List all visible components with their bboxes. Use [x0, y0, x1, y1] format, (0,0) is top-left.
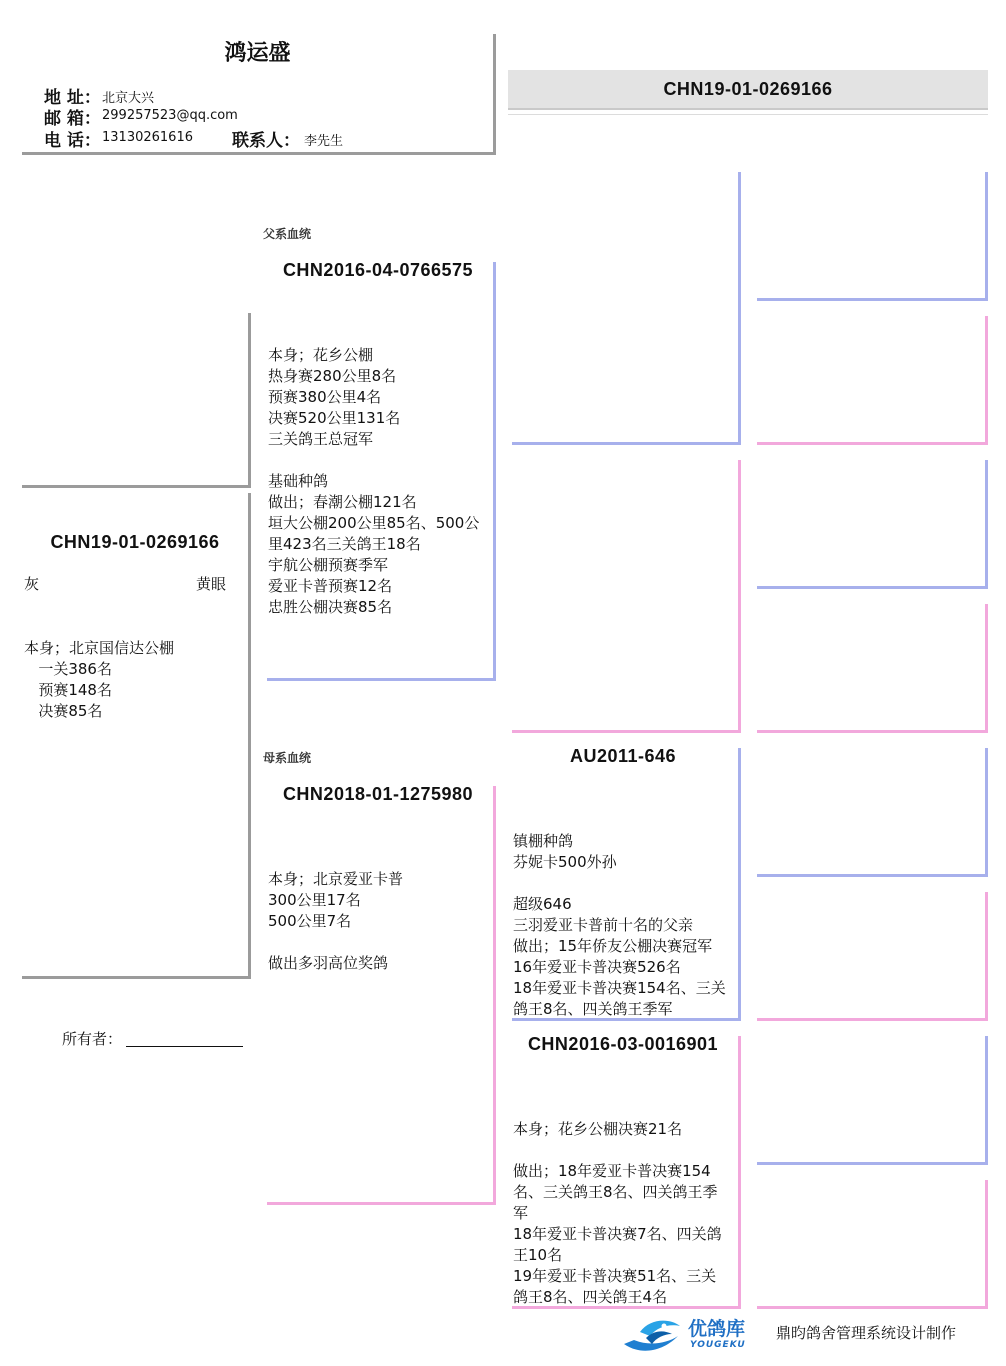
email-label: 邮 箱： — [44, 109, 101, 129]
address-label: 地 址： — [44, 88, 101, 108]
subject-eye: 黄眼 — [196, 575, 227, 593]
gen3-bracket-6 — [757, 892, 988, 1021]
logo-text: 优鸽库 — [688, 1318, 746, 1340]
dam-section-label: 母系血统 — [263, 751, 312, 765]
subject-color: 灰 — [24, 575, 40, 593]
sire-section-label: 父系血统 — [263, 227, 312, 241]
gen3-bracket-4 — [757, 604, 988, 733]
dam-sire-notes: 镇棚种鸽 芬妮卡500外孙 超级646 三羽爱亚卡普前十名的父亲 做出；15年侨友公棚决赛冠军 16年爱亚卡普决赛526名 18年爱亚卡普决赛154名、三关 鸽王8名、四关鸽王季军 — [513, 832, 726, 1018]
phone-value: 13130261616 — [102, 130, 193, 145]
gen3-bracket-2 — [757, 316, 988, 445]
email-value: 299257523@qq.com — [102, 108, 238, 123]
youge-logo — [620, 1312, 760, 1360]
top-banner-rule — [508, 114, 988, 115]
dam-notes: 本身；北京爱亚卡普 300公里17名 500公里7名 做出多羽高位奖鸽 — [268, 870, 404, 972]
subject-upper-bracket — [22, 313, 251, 488]
sire-notes: 本身；花乡公棚 热身赛280公里8名 预赛380公里4名 决赛520公里131名 三关鸽王总冠军 基础种鸽 做出；春潮公棚121名 垣大公棚200公里85名、500公 里423名三关鸽王18名 宇航公棚预赛季军 爱亚卡普预赛12名 忠胜公棚决赛85名 — [268, 346, 480, 616]
owner-field[interactable] — [126, 1030, 243, 1047]
footer-credit: 鼎昀鸽舍管理系统设计制作 — [776, 1324, 957, 1342]
contact-value: 李先生 — [304, 134, 344, 149]
dam-dam-ring-number: CHN2016-03-0016901 — [527, 1034, 719, 1054]
gen3-bracket-1 — [757, 172, 988, 301]
dam-bracket — [267, 786, 496, 1205]
bird-wave-logo-icon — [620, 1314, 684, 1358]
subject-lower-bracket — [22, 493, 251, 979]
logo-subtext: YOUGEKU — [690, 1340, 746, 1350]
sire-dam-bracket — [512, 460, 741, 733]
owner-label: 所有者： — [62, 1030, 123, 1048]
top-ring-number: CHN19-01-0269166 — [663, 79, 833, 99]
dam-ring-number: CHN2018-01-1275980 — [282, 784, 474, 804]
contact-label: 联系人： — [232, 131, 300, 151]
sire-ring-number: CHN2016-04-0766575 — [282, 260, 474, 280]
gen3-bracket-8 — [757, 1180, 988, 1309]
dam-dam-notes: 本身；花乡公棚决赛21名 做出；18年爱亚卡普决赛154 名、三关鸽王8名、四关鸽王季 军 18年爱亚卡普决赛7名、四关鸽 王10名 19年爱亚卡普决赛51名、三关 鸽王8名、四关鸽王4名 — [513, 1120, 722, 1306]
address-value: 北京大兴 — [102, 91, 155, 106]
loft-name: 鸿运盛 — [224, 41, 291, 66]
subject-notes: 本身；北京国信达公棚 一关386名 预赛148名 决赛85名 — [24, 639, 175, 720]
subject-ring-number: CHN19-01-0269166 — [50, 532, 220, 552]
phone-label: 电 话： — [44, 131, 101, 151]
sire-sire-bracket — [512, 172, 741, 445]
gen3-bracket-3 — [757, 460, 988, 589]
gen3-bracket-7 — [757, 1036, 988, 1165]
dam-sire-ring-number: AU2011-646 — [569, 746, 677, 766]
gen3-bracket-5 — [757, 748, 988, 877]
